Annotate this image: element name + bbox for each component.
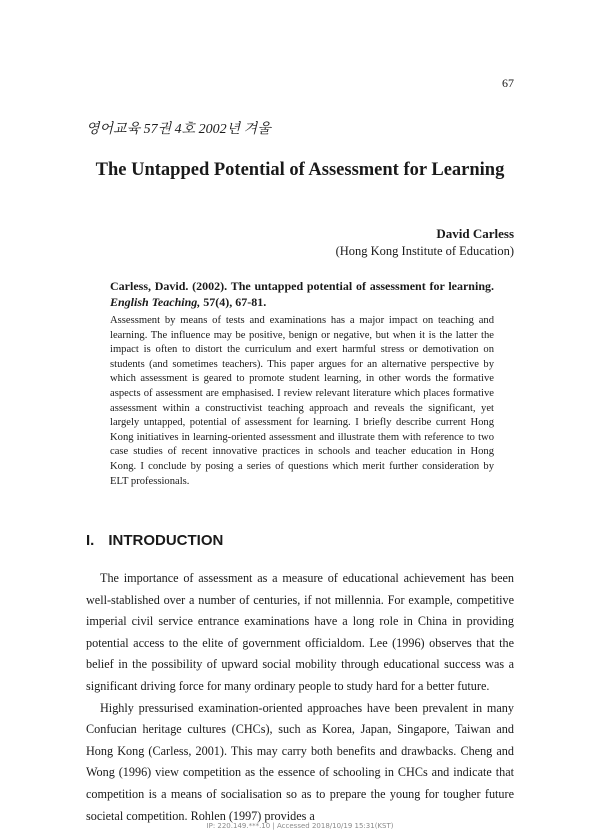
citation [110, 278, 494, 310]
citation-lead: Carless, David. (2002). The untapped potential of assessment for learning. [110, 279, 494, 293]
section-title: INTRODUCTION [108, 532, 224, 549]
page-number: 67 [502, 76, 514, 90]
access-footer: IP: 220.149.***.10 | Accessed 2018/10/19 15:31(KST) [206, 822, 394, 830]
author-name: David Carless [436, 226, 514, 241]
journal-header: 영어교육 57권 4호 2002년 겨울 [86, 122, 271, 137]
citation-volume: 57(4), 67-81. [203, 295, 267, 309]
author-affiliation: (Hong Kong Institute of Education) [335, 244, 514, 258]
citation-journal: English Teaching, [110, 295, 201, 309]
body-text [86, 568, 514, 827]
section-number: I. [86, 532, 95, 549]
paragraph: The importance of assessment as a measure of educational achievement has been well-stablished over a number of centuries, if not millennia. For example, competitive imperial civil service entrance examinations have a long role in China in providing potential access to the elite of government officialdom. Lee (1996) observes that the belief in the possibility of upward social mobility through educational success was a significant driving force for many ordinary people to study hard for a better future. [86, 571, 514, 693]
section-heading [86, 532, 223, 549]
paper-title: The Untapped Potential of Assessment for Learning [95, 160, 505, 180]
paragraph: Highly pressurised examination-oriented approaches have been prevalent in many Confucian heritage cultures (CHCs), such as Korea, Japan, Singapore, Taiwan and Hong Kong (Carless, 2001). This may carry both benefits and drawbacks. Cheng and Wong (1996) view competition as the essence of schooling in CHCs and indicate that competition is a means of socialisation so as to prepare the young for tougher future societal competition. Rohlen (1997) provides a [86, 700, 514, 823]
abstract: Assessment by means of tests and examinations has a major impact on teaching and learning. The influence may be positive, benign or negative, but when it is the latter the impact is often to distort the curriculum and exert harmful stress or demotivation on students (and sometimes teachers). This paper argues for an alternative perspective by which assessment is geared to promote student learning, in other words the formative aspects of assessment are emphasised. I review relevant literature which places formative assessment within a constructivist teaching approach and reveals the significant, yet largely untapped, potential of assessment for learning. I briefly describe current Hong Kong initiatives in learning-oriented assessment and illustrate them with reference to two case studies of recent innovative practices in schools and teacher education in Hong Kong. I conclude by posing a series of questions which merit further consideration by ELT professionals. [110, 315, 494, 487]
